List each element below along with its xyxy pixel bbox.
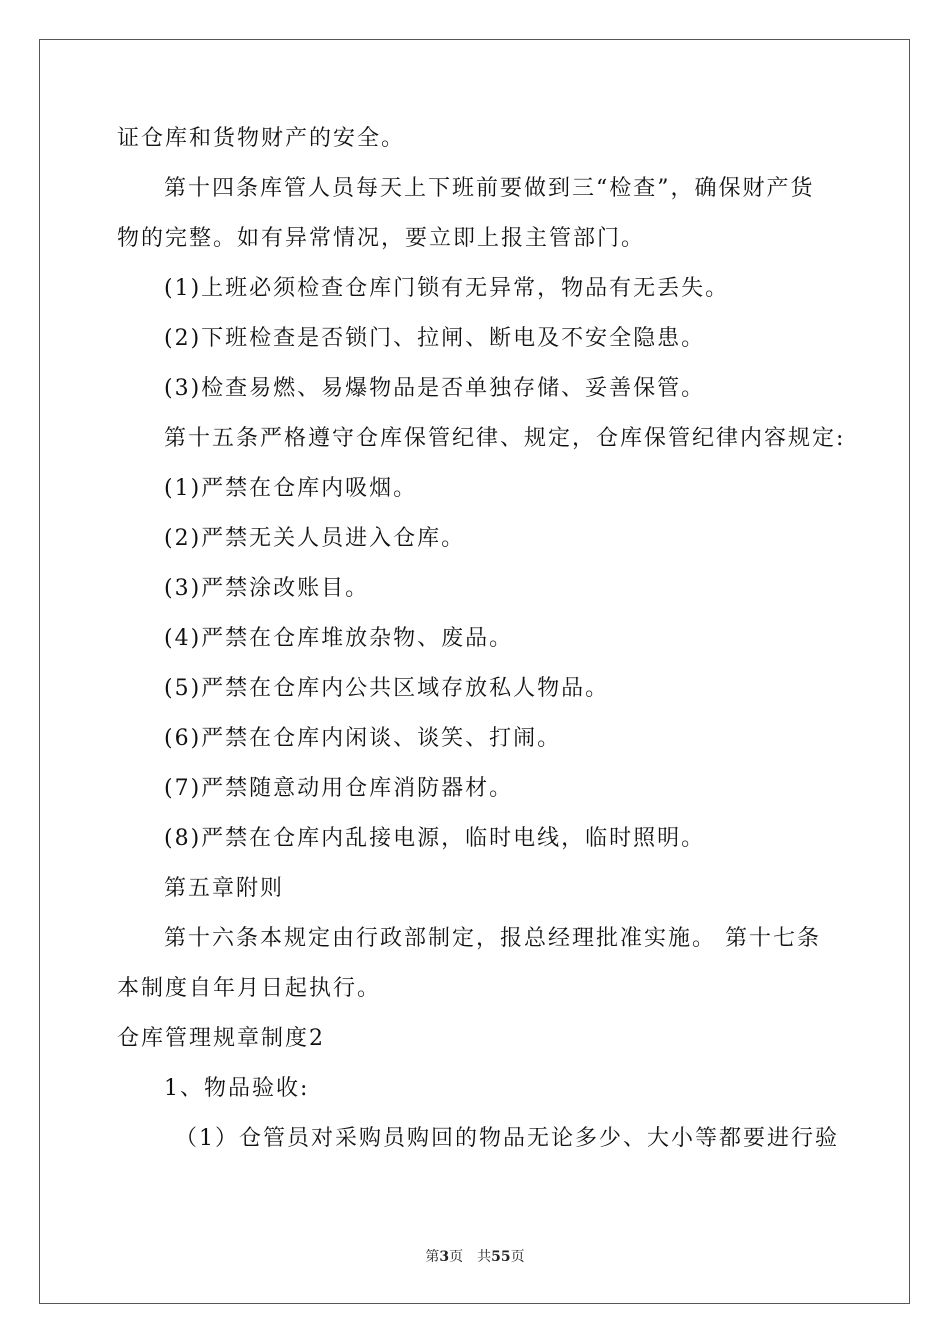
text-line: (1)严禁在仓库内吸烟。	[164, 476, 418, 501]
section-heading: 第五章附则	[164, 876, 285, 901]
text-line: 第十六条本规定由行政部制定，报总经理批准实施。 第十七条	[164, 926, 821, 951]
text-line: 第十四条库管人员每天上下班前要做到三“检查”，确保财产货	[164, 176, 815, 201]
text-line: (3)严禁涂改账目。	[164, 576, 370, 601]
footer-mid: 页 共	[449, 1249, 492, 1265]
text-line: (2)下班检查是否锁门、拉闸、断电及不安全隐患。	[164, 326, 706, 351]
text-line: 本制度自年月日起执行。	[117, 976, 382, 1001]
footer-suffix: 页	[510, 1249, 525, 1265]
text-line: （1）仓管员对采购员购回的物品无论多少、大小等都要进行验	[175, 1126, 839, 1151]
text-line: (5)严禁在仓库内公共区域存放私人物品。	[164, 676, 610, 701]
text-line: (1)上班必须检查仓库门锁有无异常，物品有无丢失。	[164, 276, 730, 301]
text-line: 1、物品验收:	[164, 1076, 310, 1101]
text-line: (4)严禁在仓库堆放杂物、废品。	[164, 626, 514, 651]
text-line: (3)检查易燃、易爆物品是否单独存储、妥善保管。	[164, 376, 706, 401]
text-line: (7)严禁随意动用仓库消防器材。	[164, 776, 514, 801]
document-title: 仓库管理规章制度2	[117, 1026, 325, 1051]
total-page-count: 55	[491, 1249, 511, 1265]
text-line: (2)严禁无关人员进入仓库。	[164, 526, 466, 551]
text-line: 物的完整。如有异常情况，要立即上报主管部门。	[117, 226, 646, 251]
text-line: (6)严禁在仓库内闲谈、谈笑、打闹。	[164, 726, 562, 751]
text-line: (8)严禁在仓库内乱接电源，临时电线，临时照明。	[164, 826, 706, 851]
text-line: 第十五条严格遵守仓库保管纪律、规定，仓库保管纪律内容规定:	[164, 426, 846, 451]
page-footer	[0, 1246, 950, 1266]
footer-prefix: 第	[425, 1249, 440, 1265]
current-page-number: 3	[439, 1249, 450, 1265]
text-line: 证仓库和货物财产的安全。	[117, 126, 406, 151]
